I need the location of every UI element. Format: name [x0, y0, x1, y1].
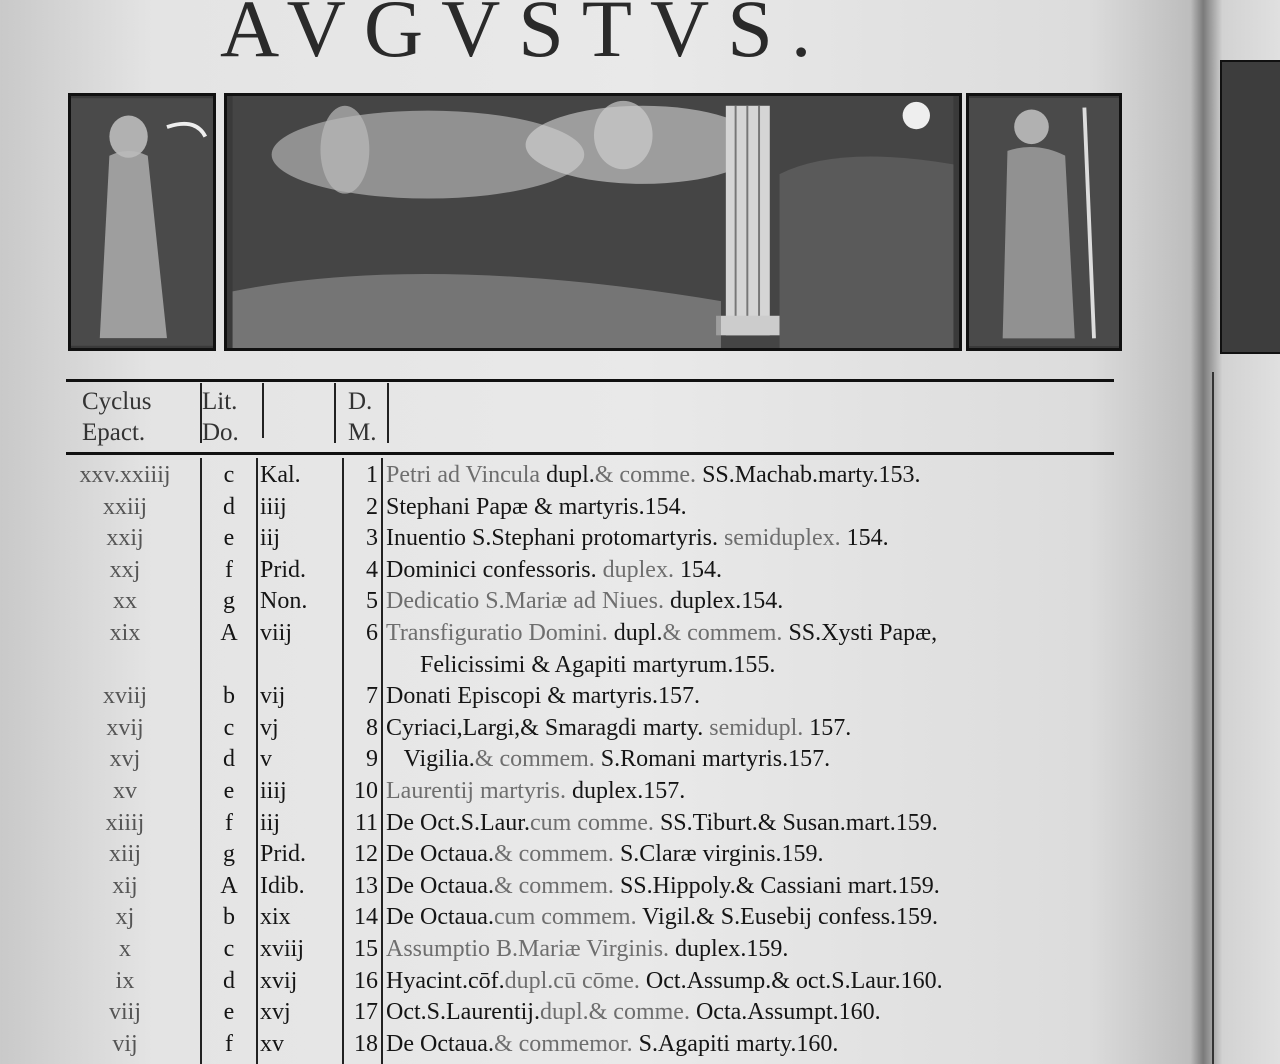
feast-text-segment: De Octaua. — [386, 872, 494, 899]
feast-text-segment: Vigilia. — [386, 746, 475, 773]
roman-day-cell: Kal. — [260, 462, 301, 488]
epact-cell: xij — [112, 872, 138, 899]
column-divider — [334, 383, 336, 443]
calendar-row — [60, 555, 1140, 586]
rubric-text: & commem. — [474, 746, 601, 773]
calendar-row — [60, 713, 1140, 744]
header-litera-dominicalis — [202, 386, 239, 448]
roman-day-cell: iiij — [260, 493, 287, 520]
epact-cell: xx — [113, 588, 137, 615]
calendar-row — [60, 839, 1140, 870]
feast-text-segment: De Octaua. — [386, 1030, 494, 1057]
woodcut-saint-left — [68, 93, 216, 351]
day-number-cell: 9 — [366, 746, 378, 773]
dominical-letter-cell: c — [223, 714, 235, 741]
column-divider — [387, 383, 389, 443]
feast-text-segment: dupl. — [546, 462, 595, 488]
header-line: D. — [348, 388, 373, 415]
roman-day-cell: xv — [260, 1030, 284, 1057]
feast-text-segment: De Oct.S.Laur. — [386, 809, 530, 836]
feast-text-continuation: Felicissimi & Agapiti martyrum.155. — [420, 651, 776, 678]
feast-text — [386, 744, 830, 775]
feast-text-segment: S.Agapiti marty.160. — [638, 1030, 839, 1057]
dominical-letter-cell: d — [223, 493, 235, 520]
day-number-cell: 6 — [366, 620, 378, 646]
feast-text — [386, 681, 700, 712]
calendar-row-continuation — [60, 650, 1140, 681]
epact-cell: vij — [112, 1030, 138, 1057]
epact-cell: ix — [115, 967, 135, 994]
day-number-cell: 17 — [354, 999, 378, 1026]
feast-text-segment: De Octaua. — [386, 841, 494, 868]
epact-cell: xviij — [102, 683, 147, 710]
feast-text — [386, 1029, 838, 1060]
feast-text-segment: duplex.154. — [669, 588, 784, 615]
epact-cell: xiiij — [105, 809, 145, 836]
day-number-cell: 10 — [354, 778, 378, 804]
facing-page-woodcut — [1220, 60, 1280, 354]
woodcut-feast-scenes — [224, 93, 962, 351]
dominical-letter-cell: e — [223, 999, 235, 1026]
feast-text-segment: Cyriaci,Largi,& Smaragdi marty. — [386, 714, 710, 741]
dominical-letter-cell: e — [223, 778, 235, 804]
dominical-letter-cell: A — [220, 620, 238, 646]
dominical-letter-cell: f — [225, 809, 233, 836]
rubric-text: Transfiguratio Domini. — [386, 620, 614, 646]
day-number-cell: 11 — [354, 809, 378, 836]
column-divider — [262, 383, 264, 438]
roman-day-cell: iij — [260, 525, 281, 552]
feast-text-segment: duplex.159. — [675, 936, 789, 962]
roman-day-cell: xvij — [260, 967, 298, 994]
calendar-row — [60, 776, 1140, 807]
roman-day-cell: xviij — [260, 936, 305, 962]
roman-day-cell: viij — [260, 620, 293, 646]
feast-text — [386, 586, 783, 617]
rubric-text: Assumptio B.Mariæ Virginis. — [386, 936, 676, 962]
epact-cell: xxv.xxiiij — [79, 462, 171, 488]
day-number-cell: 13 — [354, 872, 378, 899]
calendar-row — [60, 618, 1140, 649]
epact-cell: xix — [109, 620, 141, 646]
feast-text — [386, 713, 851, 744]
rubric-text: & commem. — [662, 620, 789, 646]
dominical-letter-cell: c — [223, 462, 235, 488]
dominical-letter-cell: d — [223, 746, 235, 773]
rubric-text: dupl.& comme. — [539, 999, 696, 1026]
feast-text — [386, 555, 722, 586]
feast-text — [386, 902, 938, 933]
rubric-text: semiduplex. — [723, 525, 847, 552]
dominical-letter-cell: f — [225, 1030, 233, 1057]
day-number-cell: 7 — [366, 683, 378, 710]
rubric-text: & commem. — [493, 841, 620, 868]
rubric-text: Laurentij martyris. — [386, 778, 572, 804]
feast-text-segment: Dominici confessoris. — [386, 556, 603, 583]
epact-cell: xxij — [106, 525, 144, 552]
header-line: Cyclus — [82, 388, 152, 415]
roman-day-cell: xix — [260, 904, 291, 931]
facing-page-table — [1212, 372, 1280, 1064]
day-number-cell: 4 — [366, 556, 378, 583]
calendar-row — [60, 808, 1140, 839]
feast-text-segment: dupl. — [613, 620, 663, 646]
feast-text-segment: Stephani Papæ & martyris.154. — [386, 493, 687, 520]
roman-day-cell: xvj — [260, 999, 291, 1026]
roman-day-cell: vij — [260, 683, 286, 710]
feast-text — [386, 523, 889, 554]
dominical-letter-cell: g — [223, 588, 235, 615]
table-header-rule — [66, 452, 1114, 455]
rubric-text: cum commem. — [493, 904, 643, 931]
rubric-text: Dedicatio S.Mariæ ad Niues. — [386, 588, 670, 615]
roman-day-cell: Idib. — [260, 872, 305, 899]
rubric-text: dupl.cū cōme. — [504, 967, 646, 994]
page-title: AVGVSTVS. — [220, 0, 830, 74]
feast-text-segment: SS.Hippoly.& Cassiani mart.159. — [619, 872, 940, 899]
feast-text-segment: Oct.Assump.& oct.S.Laur.160. — [645, 967, 943, 994]
dominical-letter-cell: d — [223, 967, 235, 994]
epact-cell: xv — [113, 778, 137, 804]
rubric-text: & commem. — [493, 872, 620, 899]
feast-text-segment: SS.Tiburt.& Susan.mart.159. — [659, 809, 938, 836]
day-number-cell: 12 — [354, 841, 378, 868]
feast-text — [386, 460, 920, 491]
epact-cell: xxj — [109, 556, 141, 583]
epact-cell: xxiij — [102, 493, 147, 520]
feast-text-segment: duplex.157. — [571, 778, 686, 804]
feast-text — [386, 618, 937, 649]
calendar-row — [60, 744, 1140, 775]
epact-cell: viij — [108, 999, 141, 1026]
feast-text — [386, 492, 687, 523]
feast-text — [386, 966, 943, 997]
epact-cell: x — [119, 936, 131, 962]
feast-text-segment: Vigil.& S.Eusebij confess.159. — [642, 904, 939, 931]
dominical-letter-cell: b — [223, 683, 235, 710]
feast-text-segment: S.Romani martyris.157. — [600, 746, 831, 773]
header-cyclus-epact — [82, 386, 151, 448]
feast-text-segment: Donati Episcopi & martyris.157. — [386, 683, 700, 710]
roman-day-cell: iij — [260, 809, 281, 836]
dominical-letter-cell: A — [220, 872, 238, 899]
day-number-cell: 3 — [366, 525, 378, 552]
calendar-row — [60, 902, 1140, 933]
day-number-cell: 1 — [366, 462, 378, 488]
header-line: M. — [348, 419, 377, 446]
feast-text-segment: S.Claræ virginis.159. — [619, 841, 824, 868]
roman-day-cell: v — [260, 746, 272, 773]
calendar-row — [60, 997, 1140, 1028]
calendar-row — [60, 934, 1140, 965]
day-number-cell: 8 — [366, 714, 378, 741]
calendar-row — [60, 523, 1140, 554]
dominical-letter-cell: g — [223, 841, 235, 868]
feast-text — [386, 871, 940, 902]
epact-cell: xvij — [106, 714, 144, 741]
feast-text — [386, 776, 685, 807]
epact-cell: xj — [115, 904, 135, 931]
dominical-letter-cell: c — [223, 936, 235, 962]
calendar-row — [60, 460, 1140, 491]
rubric-text: & commemor. — [493, 1030, 639, 1057]
calendar-row — [60, 966, 1140, 997]
feast-text-segment: SS.Machab.marty.153. — [702, 462, 921, 488]
rubric-text: duplex. — [602, 556, 680, 583]
calendar-row — [60, 1029, 1140, 1060]
day-number-cell: 15 — [354, 936, 378, 962]
roman-day-cell: Prid. — [260, 841, 307, 868]
feast-text — [386, 808, 938, 839]
feast-text-segment: SS.Xysti Papæ, — [788, 620, 938, 646]
roman-day-cell: Non. — [260, 588, 308, 615]
day-number-cell: 18 — [354, 1030, 378, 1057]
roman-day-cell: Prid. — [260, 556, 307, 583]
rubric-text: Petri ad Vincula — [386, 462, 547, 488]
feast-text — [386, 934, 788, 965]
day-number-cell: 5 — [366, 588, 378, 615]
dominical-letter-cell: b — [223, 904, 235, 931]
roman-day-cell: vj — [260, 714, 279, 741]
feast-text-segment: Oct.S.Laurentij. — [386, 999, 540, 1026]
feast-text-segment: Inuentio S.Stephani protomartyris. — [386, 525, 724, 552]
epact-cell: xiij — [108, 841, 141, 868]
header-line: Epact. — [82, 419, 146, 446]
feast-text-segment: 154. — [846, 525, 889, 552]
woodcut-saint-right — [966, 93, 1122, 351]
table-top-rule — [66, 379, 1114, 382]
epact-cell: xvj — [109, 746, 141, 773]
feast-text — [386, 839, 824, 870]
feast-text — [386, 997, 881, 1028]
header-dies-mensis — [348, 386, 376, 448]
header-line: Lit. — [202, 388, 238, 415]
calendar-row — [60, 681, 1140, 712]
calendar-row — [60, 492, 1140, 523]
feast-text-segment: 154. — [679, 556, 722, 583]
day-number-cell: 2 — [366, 493, 378, 520]
header-line: Do. — [202, 419, 239, 446]
feast-text-segment: Hyacint.cōf. — [386, 967, 505, 994]
feast-text-segment: Octa.Assumpt.160. — [695, 999, 881, 1026]
feast-text-segment: De Octaua. — [386, 904, 494, 931]
day-number-cell: 16 — [354, 967, 378, 994]
calendar-row — [60, 586, 1140, 617]
roman-day-cell: iiij — [260, 778, 287, 804]
dominical-letter-cell: f — [225, 556, 233, 583]
calendar-row — [60, 871, 1140, 902]
rubric-text: semidupl. — [709, 714, 810, 741]
dominical-letter-cell: e — [223, 525, 235, 552]
rubric-text: & comme. — [594, 462, 703, 488]
feast-text-segment: 157. — [809, 714, 852, 741]
rubric-text: cum comme. — [529, 809, 660, 836]
day-number-cell: 14 — [354, 904, 378, 931]
